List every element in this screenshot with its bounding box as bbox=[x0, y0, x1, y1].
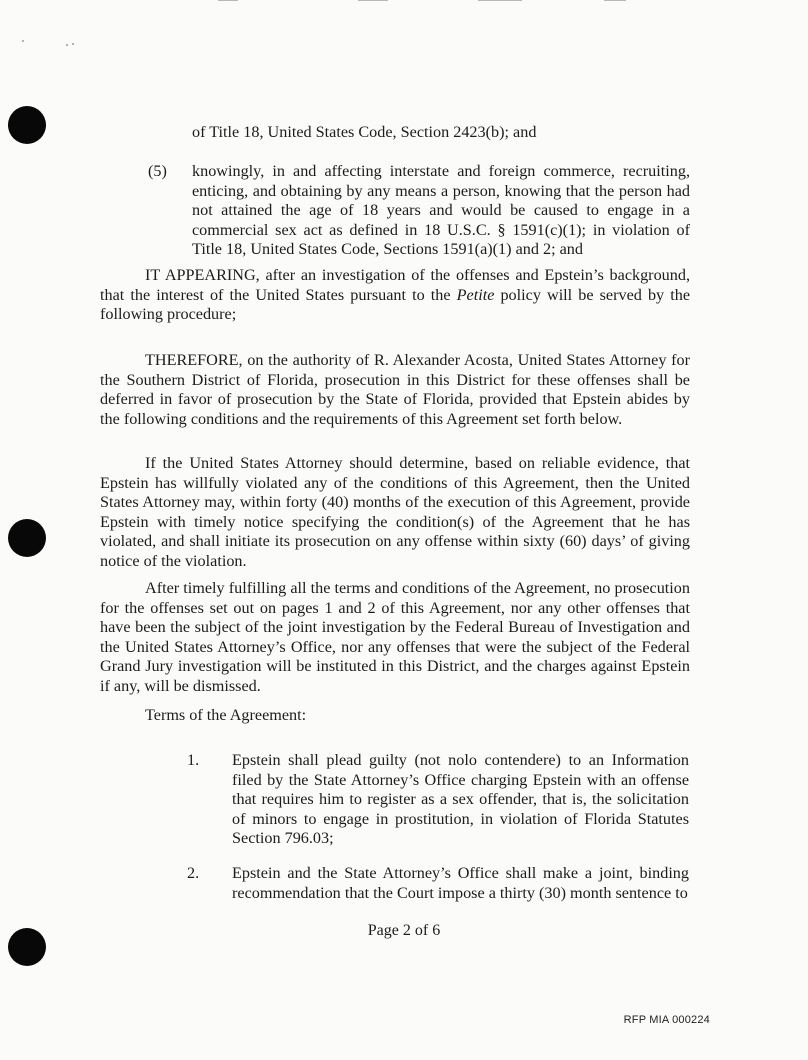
continuation-line: of Title 18, United States Code, Section 2423(b); and bbox=[192, 123, 537, 141]
petite-italic: Petite bbox=[456, 285, 495, 304]
item-number: (5) bbox=[148, 162, 167, 180]
punch-hole bbox=[8, 519, 46, 557]
item-5-text: knowingly, in and affecting interstate and foreign commerce, recruiting, enticing, and obtaining by any means a person, knowing that the person had not attained the age of 18 years and would be caused to engage in a commercial sex act as defined in 18 U.S.C. § 1591(c)(1); in violation of Title 18, United States Code, Sections 1591(a)(1) and 2; and bbox=[192, 162, 690, 258]
term-1-text: Epstein shall plead guilty (not nolo contendere) to an Information filed by the State Attorney’s Office charging Epstein with an offense that requires him to register as a sex offender, that is, the solicitation of minors to engage in prostitution, in violation of Florida Statutes Section 796.03; bbox=[232, 751, 689, 847]
scan-speck bbox=[22, 40, 24, 42]
scan-speck bbox=[72, 43, 74, 45]
paragraph-if-determination: If the United States Attorney should determine, based on reliable evidence, that Epstein has willfully violated any of the conditions of this Agreement, then the United States Attorney may, within forty (40) months of the execution of this Agreement, provide Epstein with timely notice specifying the condition(s) of the Agreement that he has violated, and shall initiate its prosecution on any offense within sixty (60) days’ of giving notice of the violation. bbox=[100, 454, 690, 570]
scan-speck bbox=[66, 44, 68, 46]
scan-artifact bbox=[358, 0, 388, 1]
terms-heading: Terms of the Agreement: bbox=[145, 706, 307, 724]
bates-number: RFP MIA 000224 bbox=[623, 1014, 710, 1026]
term-number: 2. bbox=[187, 864, 200, 882]
term-2-text: Epstein and the State Attorney’s Office shall make a joint, binding recommendation that the Court impose a thirty (30) month sentence to bbox=[232, 864, 689, 902]
page-number: Page 2 of 6 bbox=[367, 922, 441, 939]
para-text: policy will be served by the following procedure; bbox=[100, 285, 690, 323]
para-text: IT APPEARING, after an investigation of the offenses and Epstein’s background, that the interest of the United States pursuant to the bbox=[100, 266, 690, 304]
scan-artifact bbox=[604, 0, 626, 1]
scan-artifact bbox=[478, 0, 522, 1]
paragraph-after-fulfilling: After timely fulfilling all the terms and conditions of the Agreement, no prosecution for the offenses set out on pages 1 and 2 of this Agreement, nor any other offenses that have been the subject of the joint investigation by the Federal Bureau of Investigation and the United States Attorney’s Office, nor any offenses that were the subject of the Federal Grand Jury investigation will be instituted in this District, and the charges against Epstein if any, will be dismissed. bbox=[100, 579, 690, 695]
term-number: 1. bbox=[187, 751, 200, 769]
punch-hole bbox=[8, 106, 46, 144]
paragraph-therefore: THEREFORE, on the authority of R. Alexander Acosta, United States Attorney for the Southern District of Florida, prosecution in this District for these offenses shall be deferred in favor of prosecution by the State of Florida, provided that Epstein abides by the following conditions and the requirements of this Agreement set forth below. bbox=[100, 351, 690, 428]
paragraph-it-appearing bbox=[100, 266, 690, 325]
scan-artifact bbox=[218, 0, 238, 1]
